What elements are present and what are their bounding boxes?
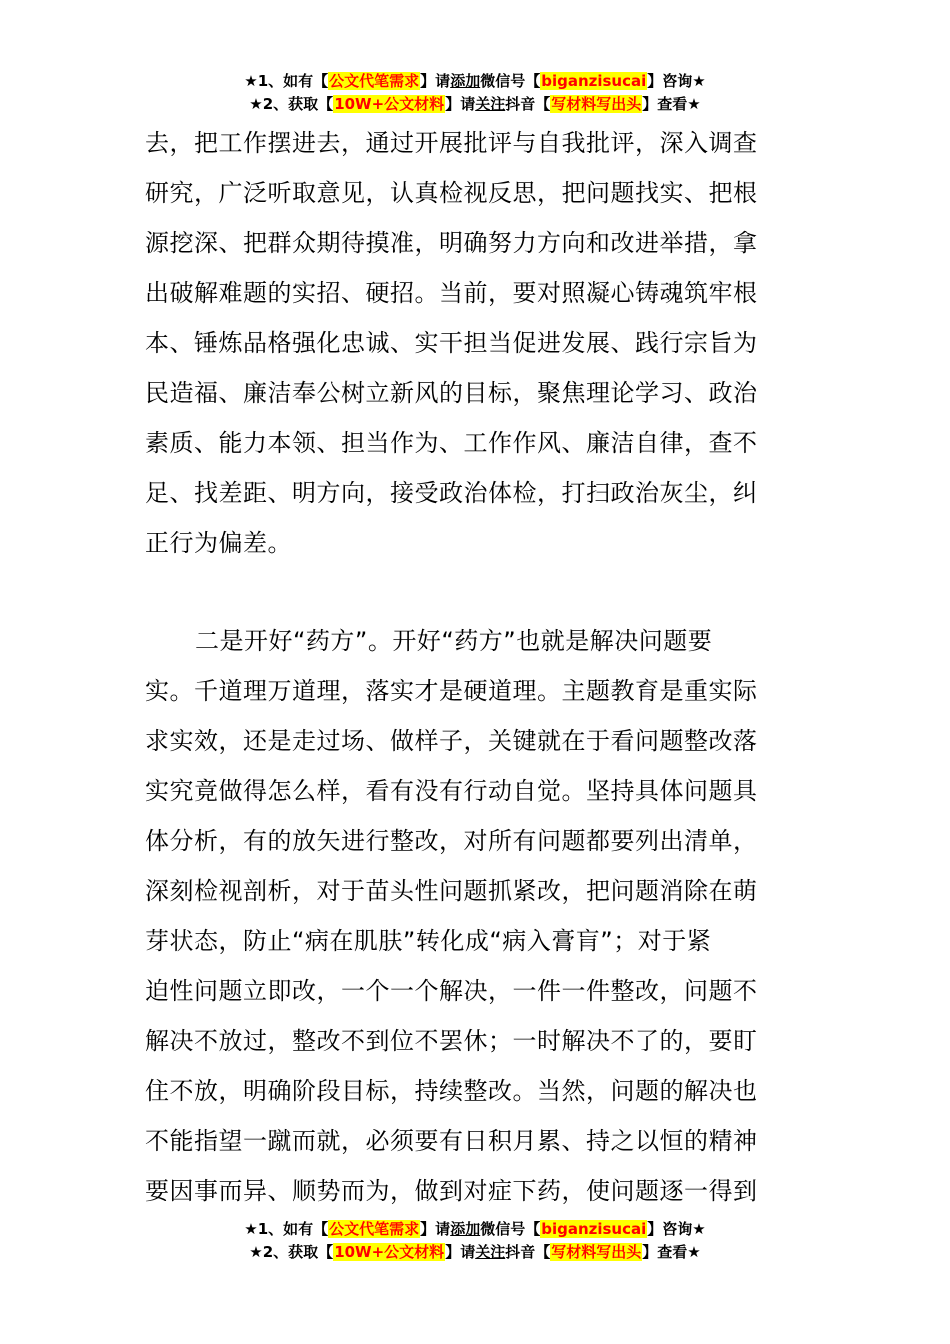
body-line: 去，把工作摆进去，通过开展批评与自我批评，深入调查 <box>145 129 758 157</box>
banner-line-2-suffix: 】查看★ <box>642 95 701 113</box>
body-line: 迫性问题立即改，一个一个解决，一件一件整改，问题不 <box>145 977 758 1005</box>
douyin-account-highlight: 写材料写出头 <box>551 1243 642 1261</box>
body-line: 求实效，还是走过场、做样子，关键就在于看问题整改落 <box>145 727 758 755</box>
banner-line-1 <box>0 1218 950 1241</box>
banner-line-2-mid2: 抖音【 <box>505 1243 551 1261</box>
follow-underlined-text: 关注 <box>475 95 506 113</box>
footer-banner <box>0 1218 950 1264</box>
add-underlined-text: 添加 <box>450 72 481 90</box>
banner-line-1-mid2: 微信号【 <box>480 72 541 90</box>
banner-line-2-mid1: 】请 <box>445 95 476 113</box>
banner-line-2-mid1: 】请 <box>445 1243 476 1261</box>
banner-line-2-suffix: 】查看★ <box>642 1243 701 1261</box>
body-line: 实究竟做得怎么样，看有没有行动自觉。坚持具体问题具 <box>145 777 758 805</box>
body-line: 研究，广泛听取意见，认真检视反思，把问题找实、把根 <box>145 179 758 207</box>
body-line: 本、锤炼品格强化忠诚、实干担当促进发展、践行宗旨为 <box>145 329 758 357</box>
body-line: 足、找差距、明方向，接受政治体检，打扫政治灰尘，纠 <box>145 479 758 507</box>
body-line: 不能指望一蹴而就，必须要有日积月累、持之以恒的精神 <box>145 1127 758 1155</box>
body-line: 深刻检视剖析，对于苗头性问题抓紧改，把问题消除在萌 <box>145 877 758 905</box>
body-line: 源挖深、把群众期待摸准，明确努力方向和改进举措，拿 <box>145 229 758 257</box>
service-highlight: 公文代笔需求 <box>329 72 420 90</box>
wechat-id-highlight: biganzisucai <box>541 72 647 90</box>
banner-line-2 <box>0 1241 950 1264</box>
banner-line-1-prefix: ★1、如有【 <box>244 1220 329 1238</box>
douyin-account-highlight: 写材料写出头 <box>551 95 642 113</box>
banner-line-1-mid2: 微信号【 <box>480 1220 541 1238</box>
banner-line-2 <box>0 93 950 116</box>
materials-highlight: 10W+公文材料 <box>334 1243 445 1261</box>
body-line: 正行为偏差。 <box>145 529 292 557</box>
header-banner <box>0 70 950 116</box>
materials-highlight: 10W+公文材料 <box>334 95 445 113</box>
paragraph-heading-line: 二是开好“药方”。开好“药方”也就是解决问题要 <box>195 627 713 655</box>
body-line: 实。千道理万道理，落实才是硬道理。主题教育是重实际 <box>145 677 758 705</box>
banner-line-1-mid1: 】请 <box>420 1220 451 1238</box>
body-line: 住不放，明确阶段目标，持续整改。当然，问题的解决也 <box>145 1077 758 1105</box>
body-line: 解决不放过，整改不到位不罢休；一时解决不了的，要盯 <box>145 1027 758 1055</box>
body-line: 体分析，有的放矢进行整改，对所有问题都要列出清单， <box>145 827 758 855</box>
service-highlight: 公文代笔需求 <box>329 1220 420 1238</box>
banner-line-2-mid2: 抖音【 <box>505 95 551 113</box>
banner-line-1-suffix: 】咨询★ <box>647 72 706 90</box>
body-line: 民造福、廉洁奉公树立新风的目标，聚焦理论学习、政治 <box>145 379 758 407</box>
body-line: 芽状态，防止“病在肌肤”转化成“病入膏肓”；对于紧 <box>145 927 712 955</box>
add-underlined-text: 添加 <box>450 1220 481 1238</box>
body-line: 要因事而异、顺势而为，做到对症下药，使问题逐一得到 <box>145 1177 758 1205</box>
banner-line-2-prefix: ★2、获取【 <box>249 95 334 113</box>
body-line: 素质、能力本领、担当作为、工作作风、廉洁自律，查不 <box>145 429 758 457</box>
wechat-id-highlight: biganzisucai <box>541 1220 647 1238</box>
banner-line-1-prefix: ★1、如有【 <box>244 72 329 90</box>
body-line: 出破解难题的实招、硬招。当前，要对照凝心铸魂筑牢根 <box>145 279 758 307</box>
banner-line-2-prefix: ★2、获取【 <box>249 1243 334 1261</box>
banner-line-1-suffix: 】咨询★ <box>647 1220 706 1238</box>
banner-line-1-mid1: 】请 <box>420 72 451 90</box>
follow-underlined-text: 关注 <box>475 1243 506 1261</box>
banner-line-1 <box>0 70 950 93</box>
